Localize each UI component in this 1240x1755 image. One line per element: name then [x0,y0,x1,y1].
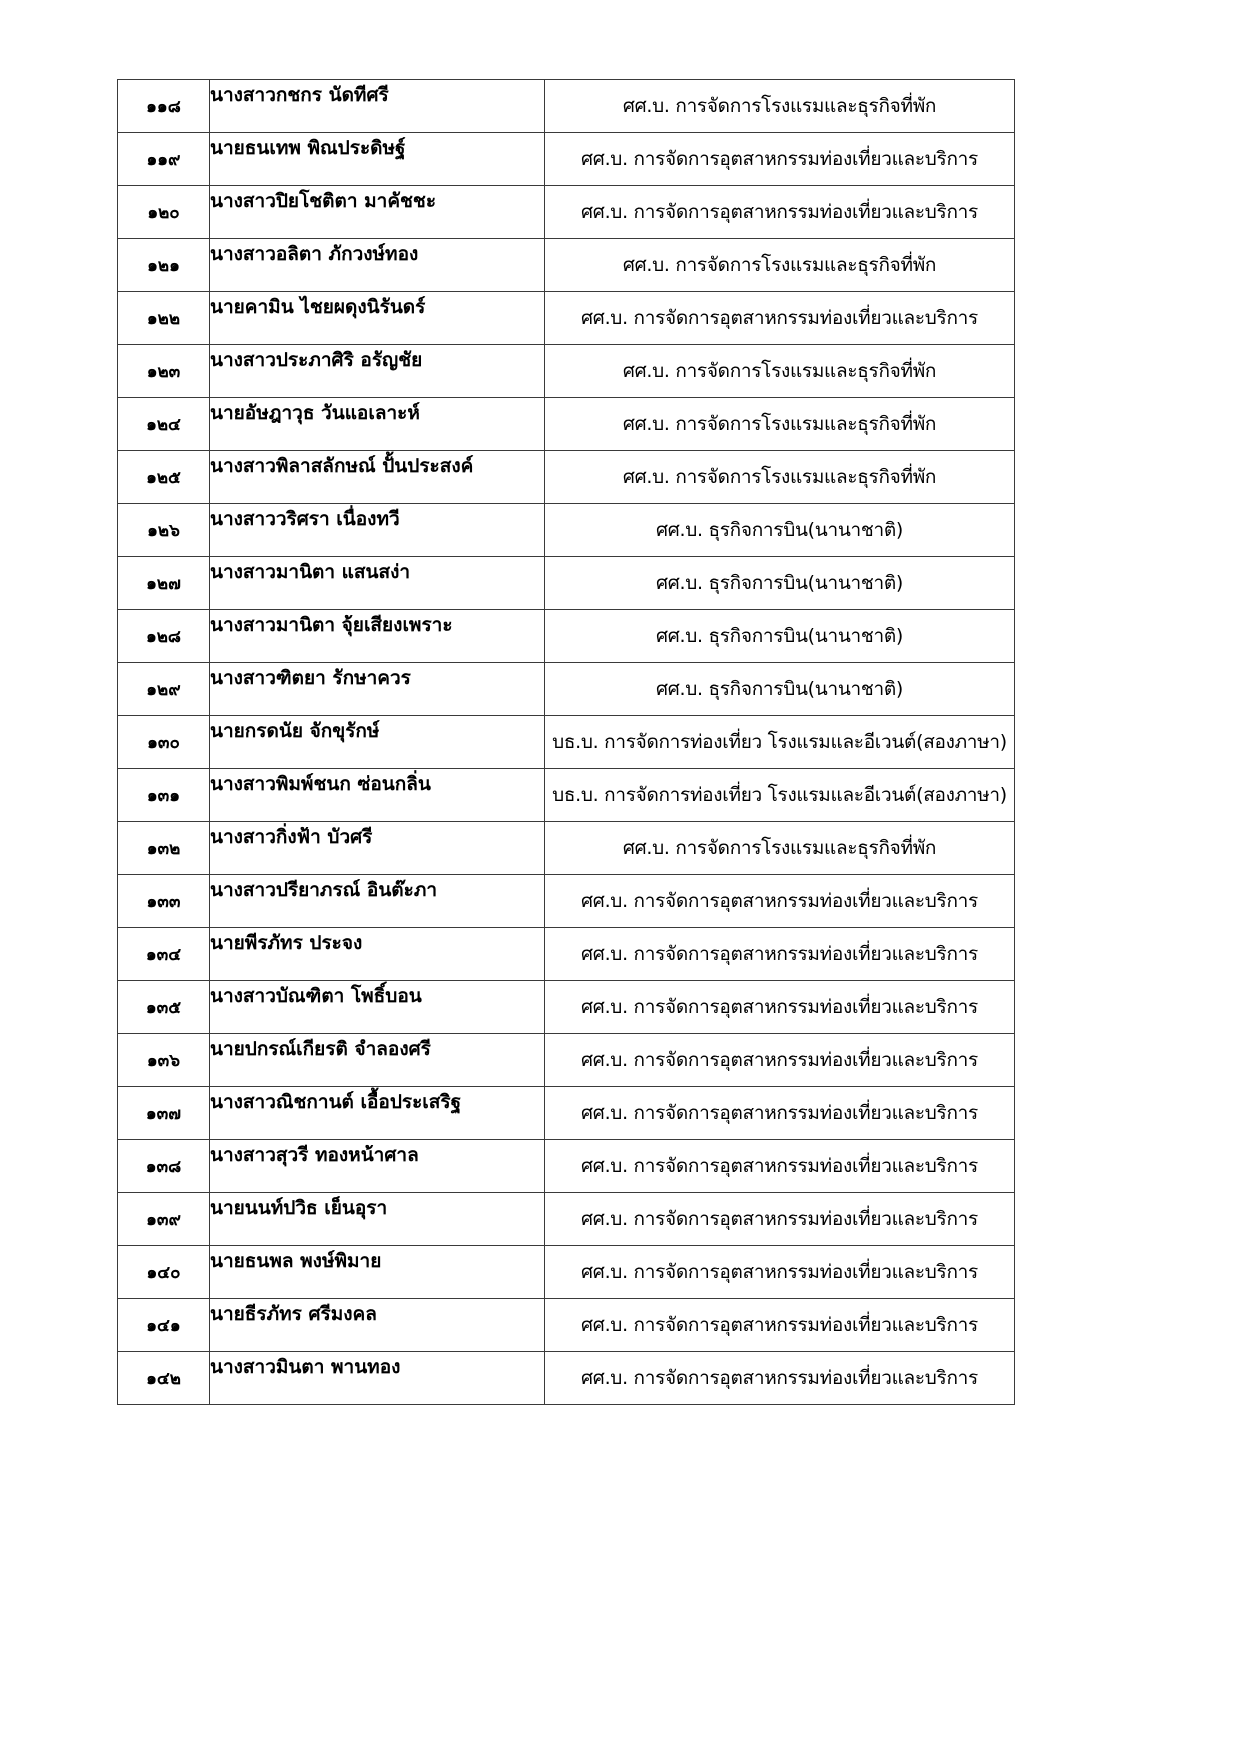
student-name-cell: นางสาวอลิตา ภักวงษ์ทอง [210,239,545,292]
table-row [118,557,1015,610]
program-cell: ศศ.บ. การจัดการอุตสาหกรรมท่องเที่ยวและบริการ [545,1140,1015,1193]
student-name-cell: นางสาววริศรา เนื่องทวี [210,504,545,557]
row-number-cell: ๑๑๘ [118,80,210,133]
student-name-cell: นางสาวมานิตา แสนสง่า [210,557,545,610]
row-number-cell: ๑๒๗ [118,557,210,610]
row-number-cell: ๑๔๐ [118,1246,210,1299]
row-number-cell: ๑๓๕ [118,981,210,1034]
student-name-cell: นายธนพล พงษ์พิมาย [210,1246,545,1299]
student-name-cell: นายธีรภัทร ศรีมงคล [210,1299,545,1352]
table-row [118,716,1015,769]
program-cell: ศศ.บ. การจัดการอุตสาหกรรมท่องเที่ยวและบริการ [545,981,1015,1034]
table-row [118,398,1015,451]
program-cell: ศศ.บ. ธุรกิจการบิน(นานาชาติ) [545,663,1015,716]
program-cell: ศศ.บ. การจัดการอุตสาหกรรมท่องเที่ยวและบริการ [545,133,1015,186]
table-row [118,451,1015,504]
program-cell: ศศ.บ. การจัดการโรงแรมและธุรกิจที่พัก [545,239,1015,292]
table-row [118,981,1015,1034]
row-number-cell: ๑๓๗ [118,1087,210,1140]
student-name-cell: นางสาวกชกร นัดทีศรี [210,80,545,133]
table-row [118,133,1015,186]
row-number-cell: ๑๑๙ [118,133,210,186]
program-cell: ศศ.บ. การจัดการอุตสาหกรรมท่องเที่ยวและบริการ [545,1299,1015,1352]
program-cell: ศศ.บ. การจัดการอุตสาหกรรมท่องเที่ยวและบริการ [545,1352,1015,1405]
student-name-cell: นางสาวพิลาสลักษณ์ ปั้นประสงค์ [210,451,545,504]
program-cell: บธ.บ. การจัดการท่องเที่ยว โรงแรมและอีเวนต์(สองภาษา) [545,716,1015,769]
row-number-cell: ๑๔๒ [118,1352,210,1405]
student-name-cell: นางสาวมินตา พานทอง [210,1352,545,1405]
program-cell: ศศ.บ. การจัดการโรงแรมและธุรกิจที่พัก [545,451,1015,504]
table-row [118,1087,1015,1140]
program-cell: ศศ.บ. ธุรกิจการบิน(นานาชาติ) [545,610,1015,663]
table-row [118,822,1015,875]
student-name-cell: นางสาวสุวรี ทองหน้าศาล [210,1140,545,1193]
program-cell: ศศ.บ. การจัดการโรงแรมและธุรกิจที่พัก [545,80,1015,133]
student-name-cell: นายกรดนัย จักขุรักษ์ [210,716,545,769]
student-name-cell: นางสาวประภาศิริ อรัญชัย [210,345,545,398]
student-name-cell: นางสาวปิยโชติตา มาคัชชะ [210,186,545,239]
table-row [118,1246,1015,1299]
program-cell: ศศ.บ. การจัดการโรงแรมและธุรกิจที่พัก [545,345,1015,398]
table-row [118,663,1015,716]
row-number-cell: ๑๓๖ [118,1034,210,1087]
student-name-cell: นางสาวฑิตยา รักษาควร [210,663,545,716]
row-number-cell: ๑๒๑ [118,239,210,292]
table-row [118,186,1015,239]
row-number-cell: ๑๒๖ [118,504,210,557]
row-number-cell: ๑๒๙ [118,663,210,716]
table-row [118,80,1015,133]
program-cell: ศศ.บ. การจัดการอุตสาหกรรมท่องเที่ยวและบริการ [545,292,1015,345]
program-cell: ศศ.บ. การจัดการอุตสาหกรรมท่องเที่ยวและบริการ [545,875,1015,928]
table-row [118,928,1015,981]
program-cell: ศศ.บ. ธุรกิจการบิน(นานาชาติ) [545,557,1015,610]
table-row [118,1352,1015,1405]
student-name-cell: นางสาวปรียาภรณ์ อินต๊ะภา [210,875,545,928]
roster-table-body [118,80,1015,1405]
program-cell: ศศ.บ. การจัดการอุตสาหกรรมท่องเที่ยวและบริการ [545,186,1015,239]
row-number-cell: ๑๓๓ [118,875,210,928]
row-number-cell: ๑๒๓ [118,345,210,398]
table-row [118,875,1015,928]
student-name-cell: นายคามิน ไชยผดุงนิรันดร์ [210,292,545,345]
row-number-cell: ๑๓๑ [118,769,210,822]
program-cell: ศศ.บ. การจัดการอุตสาหกรรมท่องเที่ยวและบริการ [545,1246,1015,1299]
table-row [118,292,1015,345]
program-cell: ศศ.บ. การจัดการโรงแรมและธุรกิจที่พัก [545,822,1015,875]
student-name-cell: นายอัษฎาวุธ วันแอเลาะห์ [210,398,545,451]
student-name-cell: นางสาวมานิตา จุ้ยเสียงเพราะ [210,610,545,663]
student-name-cell: นางสาวณิชกานต์ เอื้อประเสริฐ [210,1087,545,1140]
row-number-cell: ๑๒๒ [118,292,210,345]
program-cell: ศศ.บ. ธุรกิจการบิน(นานาชาติ) [545,504,1015,557]
student-name-cell: นายนนท์ปวิธ เย็นอุรา [210,1193,545,1246]
table-row [118,610,1015,663]
table-row [118,345,1015,398]
row-number-cell: ๑๔๑ [118,1299,210,1352]
student-name-cell: นางสาวพิมพ์ชนก ซ่อนกลิ่น [210,769,545,822]
row-number-cell: ๑๒๕ [118,451,210,504]
student-name-cell: นายธนเทพ พิณประดิษฐ์ [210,133,545,186]
row-number-cell: ๑๓๒ [118,822,210,875]
row-number-cell: ๑๓๘ [118,1140,210,1193]
row-number-cell: ๑๒๔ [118,398,210,451]
table-row [118,1140,1015,1193]
table-row [118,769,1015,822]
student-name-cell: นางสาวบัณฑิตา โพธิ์บอน [210,981,545,1034]
student-name-cell: นายพีรภัทร ประจง [210,928,545,981]
row-number-cell: ๑๓๔ [118,928,210,981]
table-row [118,1299,1015,1352]
program-cell: ศศ.บ. การจัดการอุตสาหกรรมท่องเที่ยวและบริการ [545,1087,1015,1140]
row-number-cell: ๑๒๘ [118,610,210,663]
program-cell: บธ.บ. การจัดการท่องเที่ยว โรงแรมและอีเวนต์(สองภาษา) [545,769,1015,822]
table-row [118,504,1015,557]
program-cell: ศศ.บ. การจัดการอุตสาหกรรมท่องเที่ยวและบริการ [545,1034,1015,1087]
row-number-cell: ๑๓๐ [118,716,210,769]
student-name-cell: นางสาวกิ่งฟ้า บัวศรี [210,822,545,875]
row-number-cell: ๑๓๙ [118,1193,210,1246]
student-name-cell: นายปกรณ์เกียรติ จำลองศรี [210,1034,545,1087]
program-cell: ศศ.บ. การจัดการอุตสาหกรรมท่องเที่ยวและบริการ [545,1193,1015,1246]
row-number-cell: ๑๒๐ [118,186,210,239]
program-cell: ศศ.บ. การจัดการอุตสาหกรรมท่องเที่ยวและบริการ [545,928,1015,981]
program-cell: ศศ.บ. การจัดการโรงแรมและธุรกิจที่พัก [545,398,1015,451]
table-row [118,1193,1015,1246]
table-row [118,1034,1015,1087]
student-roster-table [117,79,1015,1405]
table-row [118,239,1015,292]
